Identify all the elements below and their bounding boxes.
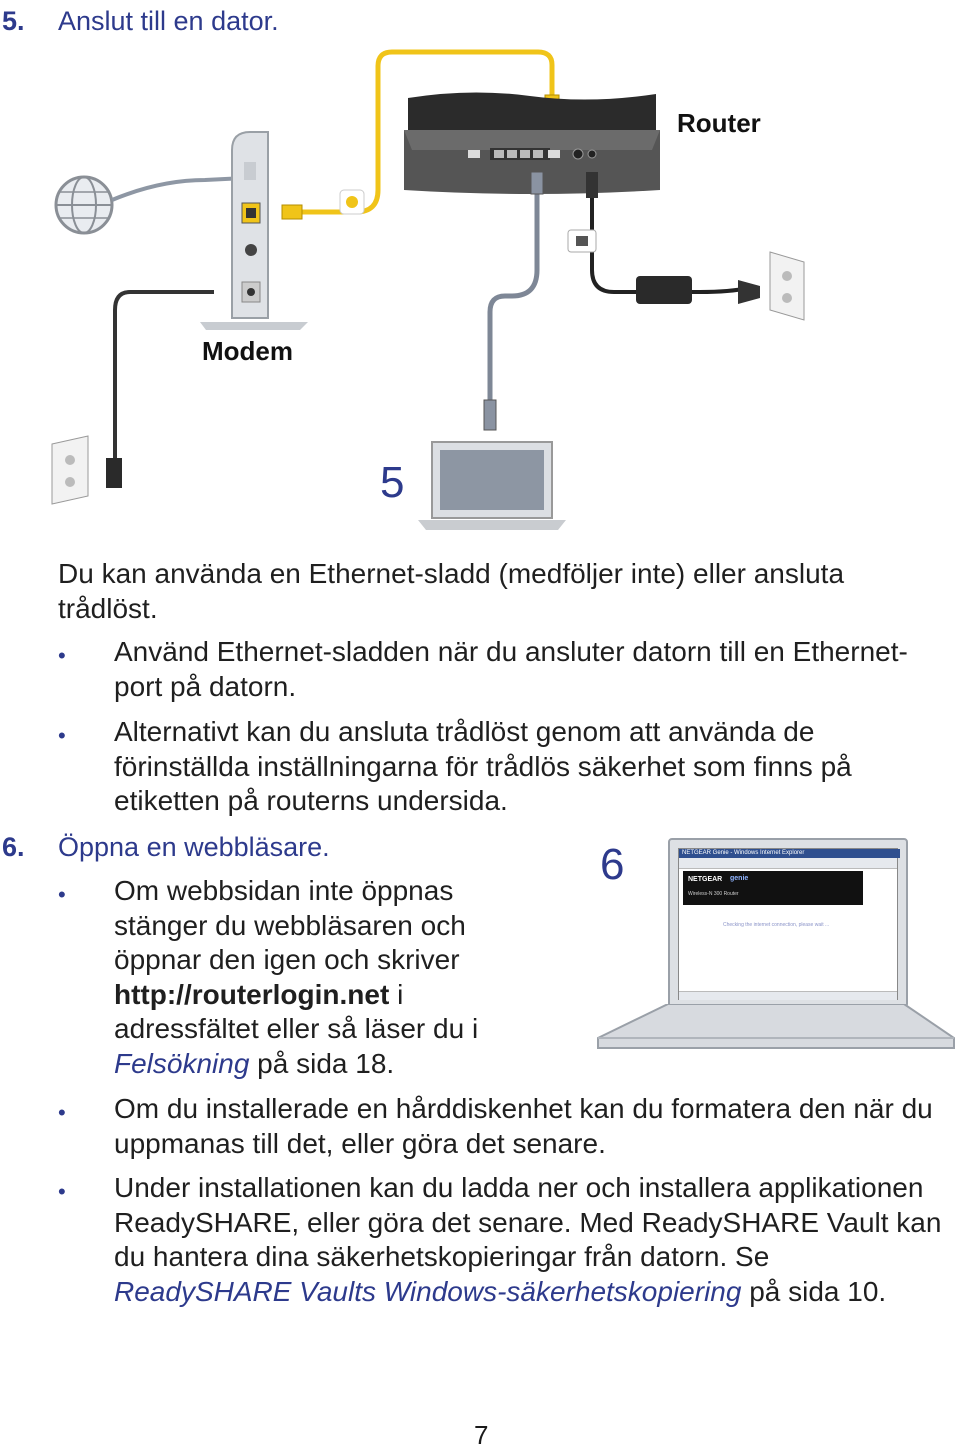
browser-window xyxy=(678,848,898,1000)
bullet-icon: • xyxy=(58,643,66,668)
step-6-number: 6. xyxy=(2,832,25,862)
connection-diagram xyxy=(0,0,960,540)
genie-header xyxy=(683,871,863,905)
router-login-url[interactable]: http://routerlogin.net xyxy=(114,978,390,1010)
genie-logo: genie xyxy=(730,875,749,882)
step-5-title: Anslut till en dator. xyxy=(58,6,279,36)
modem-label: Modem xyxy=(202,336,293,366)
laptop-base xyxy=(596,1004,956,1050)
step-5-number: 5. xyxy=(2,6,25,36)
step-5-bullet-2: Alternativt kan du ansluta trådlöst genom att använda de förinställda inställningarna för trådlös säkerhet som finns på etiketten på routerns undersida. xyxy=(114,716,852,816)
netgear-logo: NETGEAR xyxy=(688,876,723,883)
wall-outlet-right xyxy=(770,252,804,320)
browser-address-bar xyxy=(679,858,897,869)
browser-title-bar: NETGEAR Genie - Windows Internet Explorer xyxy=(679,849,900,858)
bullet-icon: • xyxy=(58,1100,66,1125)
globe-icon xyxy=(56,177,112,233)
step-5-bullet-1: Använd Ethernet-sladden när du ansluter datorn till en Ethernet-port på datorn. xyxy=(114,636,908,702)
browser-status-bar xyxy=(679,991,897,1000)
step-6-bullet-1 xyxy=(114,874,534,1081)
power-adapter xyxy=(636,276,692,304)
router-model-text: Wireless-N 300 Router xyxy=(688,891,739,897)
troubleshooting-link[interactable]: Felsökning xyxy=(114,1047,250,1079)
bullet-icon: • xyxy=(58,723,66,748)
page-number: 7 xyxy=(474,1420,489,1450)
step-6-bullet-2: Om du installerade en hårddiskenhet kan du formatera den när du uppmanas till det, eller göra det senare. xyxy=(114,1093,933,1159)
readyshare-vault-link[interactable]: ReadySHARE Vaults Windows-säkerhetskopiering xyxy=(114,1275,742,1307)
figure-number-5: 5 xyxy=(380,458,405,507)
bullet-1-after-url: i adressfältet eller så läser du i xyxy=(114,978,479,1044)
modem-illustration xyxy=(200,132,308,330)
bullet-1-end: på sida 18. xyxy=(249,1047,395,1079)
router-label: Router xyxy=(677,108,761,138)
connection-status-text: Checking the internet connection, please wait ... xyxy=(723,922,830,928)
bullet-icon: • xyxy=(58,1179,66,1204)
laptop-illustration xyxy=(418,442,566,530)
figure-number-6: 6 xyxy=(600,840,625,889)
step-6-title: Öppna en webbläsare. xyxy=(58,832,330,862)
bullet-3-end: på sida 10. xyxy=(741,1275,887,1307)
step-6-bullet-3 xyxy=(114,1171,944,1309)
step-5-intro: Du kan använda en Ethernet-sladd (medföljer inte) eller ansluta trådlöst. xyxy=(58,558,845,624)
bullet-icon: • xyxy=(58,882,66,907)
laptop-screen-frame xyxy=(668,838,908,1008)
bullet-3-text: Under installationen kan du ladda ner och installera applikationen ReadySHARE, eller göra det senare. Med ReadySHARE Vault kan du hantera dina säkerhetskopieringar från datorn. Se xyxy=(114,1172,942,1272)
wall-outlet-left xyxy=(52,436,88,504)
bullet-1-text: Om webbsidan inte öppnas stänger du webbläsaren och öppnar den igen och skriver xyxy=(114,875,466,975)
